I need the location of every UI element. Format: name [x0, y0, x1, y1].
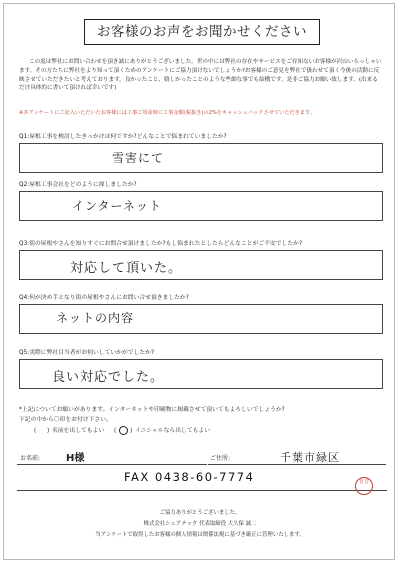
cashback-note: ※本アンケートにご記入いただいたお客様には工事ご用命時に工事金額(税抜き)の2%をキャッシュバックさせていただきます。 [19, 110, 315, 116]
consent-instruction: 下記の中から〇印をお付け下さい。 [19, 417, 112, 423]
fax-underline [17, 490, 387, 491]
answer-box-5 [19, 359, 383, 389]
answer-2: インターネット [72, 199, 162, 213]
name-label: お名前: [20, 455, 41, 462]
option2-paren-close: ) [130, 428, 133, 434]
seal-stamp: 日吉 [355, 477, 373, 495]
answer-5: 良い対応でした。 [52, 370, 165, 385]
answer-1: 雪害にて [112, 151, 165, 165]
answer-box-1 [19, 143, 383, 173]
question-5: Q5:実際に弊社目当者がお伺いしていかがでしたか? [19, 350, 155, 356]
privacy-text: 当アンケートで取得したお客様の個人情報は関係法規に基づき厳正に管理いたします。 [95, 532, 305, 538]
consent-question: *上記についてお願いがあります。インターネットや印刷物に掲載させて頂いてもよろしいでしょうか? [19, 407, 285, 413]
option2-label: イニシャルなら出してもよい [135, 428, 211, 434]
option2-circle-mark [119, 426, 128, 435]
address-underline [208, 464, 386, 465]
name-value: H様 [66, 453, 85, 464]
name-underline [17, 464, 207, 465]
intro-text: この度は弊社にお問い合わせを頂き誠にありがとうございました。世の中には弊社の存在やサービスをご存知ないお客様が沢山いらっしゃいます。その方たちに弊社をより知って頂くためのアンケートにご協力頂けないでしょうか?お客様のご意見を弊社で扱わせて頂く今後の活動に反映させていただきたいと考えております。良かったこと、嬉しかったことのような些細な事でも結構です。是非ご協力お願い致します。(出来るだけ具体的に書いて頂ければ幸いです) [19, 59, 382, 92]
answer-box-3 [19, 250, 383, 280]
option1-paren: ( [34, 428, 37, 434]
answer-4: ネットの内容 [56, 311, 135, 325]
fax-number: FAX 0438-60-7774 [124, 470, 255, 484]
question-4: Q4:何が決め手となり街の屋根やさんにお問い合せ頂きましたか? [19, 295, 189, 301]
question-1: Q1:屋根工事を検討したきっかけは何ですか?どんなことで悩まれていましたか? [19, 134, 227, 140]
option2-paren: ( [114, 428, 117, 434]
answer-box-2 [19, 191, 383, 221]
company-text: 株式会社シェアテック 代表取締役 大久保 誠二 [143, 521, 257, 527]
option1-paren-close: ) [47, 428, 50, 434]
address-value: 千葉市緑区 [280, 451, 340, 464]
page-title: お客様のお声をお聞かせください [84, 19, 320, 45]
question-2: Q2:屋根工事会社をどのように探しましたか? [19, 182, 137, 188]
address-label: ご住所: [210, 455, 231, 462]
question-3: Q3:街の屋根やさんを知りすぐにお問合せ頂けましたか?もし悩まれたとしたらどんなことがご不安でしたか? [19, 241, 303, 247]
answer-box-4 [19, 304, 383, 334]
option1-label: 名前を出してもよい [52, 428, 105, 434]
thanks-text: ご協力ありがとうございました。 [159, 510, 241, 516]
answer-3: 対応して頂いた。 [70, 261, 183, 276]
